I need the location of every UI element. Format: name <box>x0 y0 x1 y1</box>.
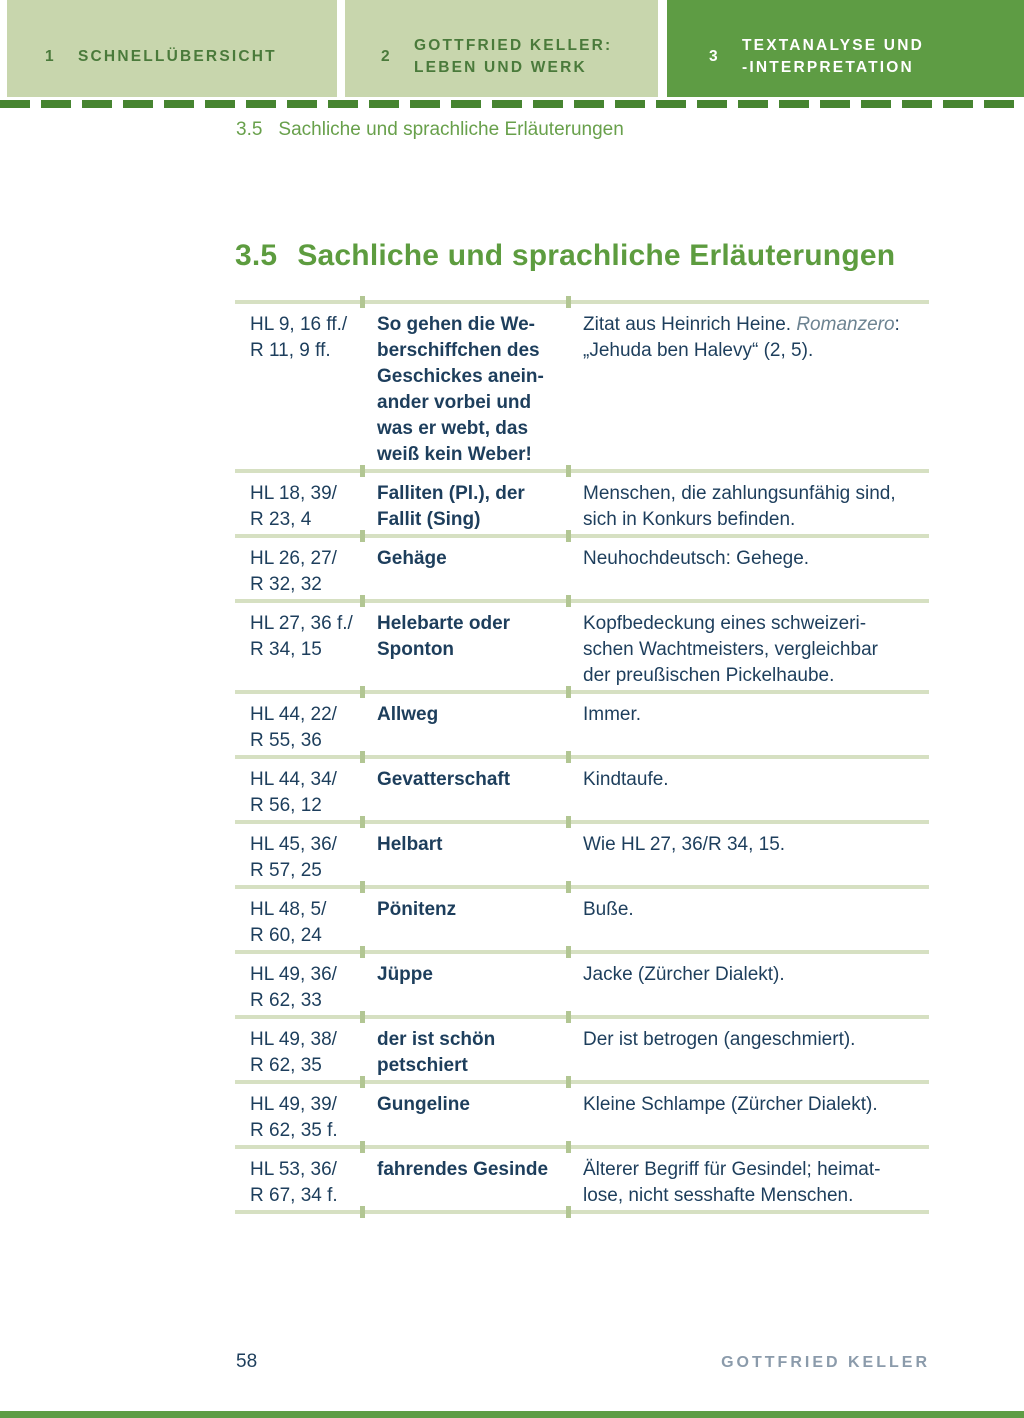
line-reference-cell: HL 48, 5/ R 60, 24 <box>250 899 327 946</box>
tab-number: 2 <box>381 47 392 65</box>
line-reference-cell: HL 27, 36 f./ R 34, 15 <box>250 613 353 660</box>
explanation-text: Buße. <box>583 899 634 920</box>
tab-label: TEXTANALYSE UND -INTERPRETATION <box>742 36 924 76</box>
term-cell: fahrendes Gesinde <box>377 1159 549 1180</box>
term-cell: Gevatterschaft <box>377 769 511 790</box>
explanation-text: Jacke (Zürcher Dialekt). <box>583 964 785 985</box>
table-row <box>235 885 929 950</box>
page-title-text: Sachliche und sprachliche Erläuterungen <box>297 239 896 272</box>
explanation-cell <box>568 481 929 534</box>
line-reference-cell: HL 9, 16 ff./ R 11, 9 ff. <box>250 314 348 361</box>
explanation-text: Menschen, die zahlungsunfähig sind, <box>583 483 896 504</box>
term-cell: Helebarte oder Sponton <box>377 613 511 660</box>
table-row <box>235 300 929 469</box>
page-title <box>235 239 895 273</box>
explanation-text: der preußischen Pickelhaube. <box>583 665 835 686</box>
term-cell: Gungeline <box>377 1094 470 1115</box>
term-cell: Allweg <box>377 704 439 725</box>
explanation-cell <box>568 767 929 820</box>
explanation-cell <box>568 1092 929 1145</box>
table-row <box>235 469 929 534</box>
row-divider <box>235 755 929 759</box>
line-reference-cell: HL 18, 39/ R 23, 4 <box>250 483 337 530</box>
explanation-cell <box>568 1157 929 1210</box>
table-row <box>235 820 929 885</box>
running-header-text: Sachliche und sprachliche Erläuterungen <box>278 119 624 140</box>
page-number: 58 <box>236 1351 258 1372</box>
explanation-text: : <box>894 314 900 335</box>
line-reference-cell: HL 26, 27/ R 32, 32 <box>250 548 337 595</box>
line-reference-cell: HL 45, 36/ R 57, 25 <box>250 834 337 881</box>
term-cell: Falliten (Pl.), der Fallit (Sing) <box>377 483 525 530</box>
row-divider <box>235 1015 929 1019</box>
explanation-text: „Jehuda ben Halevy“ (2, 5). <box>583 340 814 361</box>
explanation-cell <box>568 962 929 1015</box>
explanation-cell <box>568 832 929 885</box>
tab-number: 3 <box>709 47 720 65</box>
explanation-text: Neuhochdeutsch: Gehege. <box>583 548 810 569</box>
explanation-text: Wie HL 27, 36/R 34, 15. <box>583 834 786 855</box>
explanation-cell <box>568 1027 929 1080</box>
tab-gottfried-keller-leben-und-werk[interactable] <box>345 0 658 97</box>
explanation-text: Zitat aus Heinrich Heine. <box>583 314 797 335</box>
explanation-cell <box>568 546 929 599</box>
explanation-text: Kleine Schlampe (Zürcher Dialekt). <box>583 1094 878 1115</box>
table-end-divider <box>235 1210 929 1214</box>
line-reference-cell: HL 53, 36/ R 67, 34 f. <box>250 1159 338 1206</box>
explanation-text: Immer. <box>583 704 642 725</box>
tab-schnelluebersicht[interactable] <box>7 0 337 97</box>
term-cell: der ist schön petschiert <box>377 1029 496 1076</box>
explanation-cell <box>568 611 929 690</box>
line-reference-cell: HL 49, 39/ R 62, 35 f. <box>250 1094 338 1141</box>
table-row <box>235 690 929 755</box>
explanation-cell <box>568 312 929 469</box>
row-divider <box>235 599 929 603</box>
table-row <box>235 599 929 690</box>
explanation-text: lose, nicht sesshafte Menschen. <box>583 1185 854 1206</box>
footer-book-title: GOTTFRIED KELLER <box>721 1354 930 1371</box>
table-row <box>235 1015 929 1080</box>
dashed-divider <box>0 100 1024 108</box>
explanation-text: schen Wachtmeisters, vergleichbar <box>583 639 878 660</box>
table-row <box>235 755 929 820</box>
term-cell: Pönitenz <box>377 899 457 920</box>
table-row <box>235 1145 929 1210</box>
line-reference-cell: HL 49, 36/ R 62, 33 <box>250 964 337 1011</box>
tab-label: GOTTFRIED KELLER: LEBEN UND WERK <box>414 36 613 76</box>
explanation-cell <box>568 897 929 950</box>
row-divider <box>235 690 929 694</box>
term-cell: Gehäge <box>377 548 447 569</box>
row-divider <box>235 469 929 473</box>
explanation-text: sich in Konkurs befinden. <box>583 509 796 530</box>
explanation-text: Kopfbedeckung eines schweizeri- <box>583 613 867 634</box>
line-reference-cell: HL 49, 38/ R 62, 35 <box>250 1029 337 1076</box>
running-header <box>236 119 624 141</box>
line-reference-cell: HL 44, 22/ R 55, 36 <box>250 704 337 751</box>
term-cell: So gehen die We- berschiffchen des Geschickes anein- ander vorbei und was er webt, das weiß kein Weber! <box>377 314 544 465</box>
explanation-text: Älterer Begriff für Gesindel; heimat- <box>583 1159 881 1180</box>
work-title-italic: Romanzero <box>796 314 895 335</box>
page-title-number: 3.5 <box>235 239 278 272</box>
tab-textanalyse-und-interpretation[interactable] <box>667 0 1024 97</box>
table-row <box>235 1080 929 1145</box>
row-divider <box>235 950 929 954</box>
explanation-cell <box>568 702 929 755</box>
tab-label: SCHNELLÜBERSICHT <box>78 47 277 65</box>
row-divider <box>235 885 929 889</box>
row-divider <box>235 1080 929 1084</box>
term-cell: Jüppe <box>377 964 433 985</box>
line-reference-cell: HL 44, 34/ R 56, 12 <box>250 769 337 816</box>
row-divider <box>235 820 929 824</box>
row-divider <box>235 534 929 538</box>
explanation-text: Der ist betrogen (angeschmiert). <box>583 1029 856 1050</box>
table-row <box>235 950 929 1015</box>
term-cell: Helbart <box>377 834 443 855</box>
explanation-text: Kindtaufe. <box>583 769 669 790</box>
running-header-number: 3.5 <box>236 119 263 140</box>
tab-number: 1 <box>45 47 56 65</box>
glossary-table <box>235 300 929 1214</box>
table-row <box>235 534 929 599</box>
bottom-accent-bar <box>0 1411 1024 1418</box>
row-divider <box>235 300 929 304</box>
row-divider <box>235 1145 929 1149</box>
